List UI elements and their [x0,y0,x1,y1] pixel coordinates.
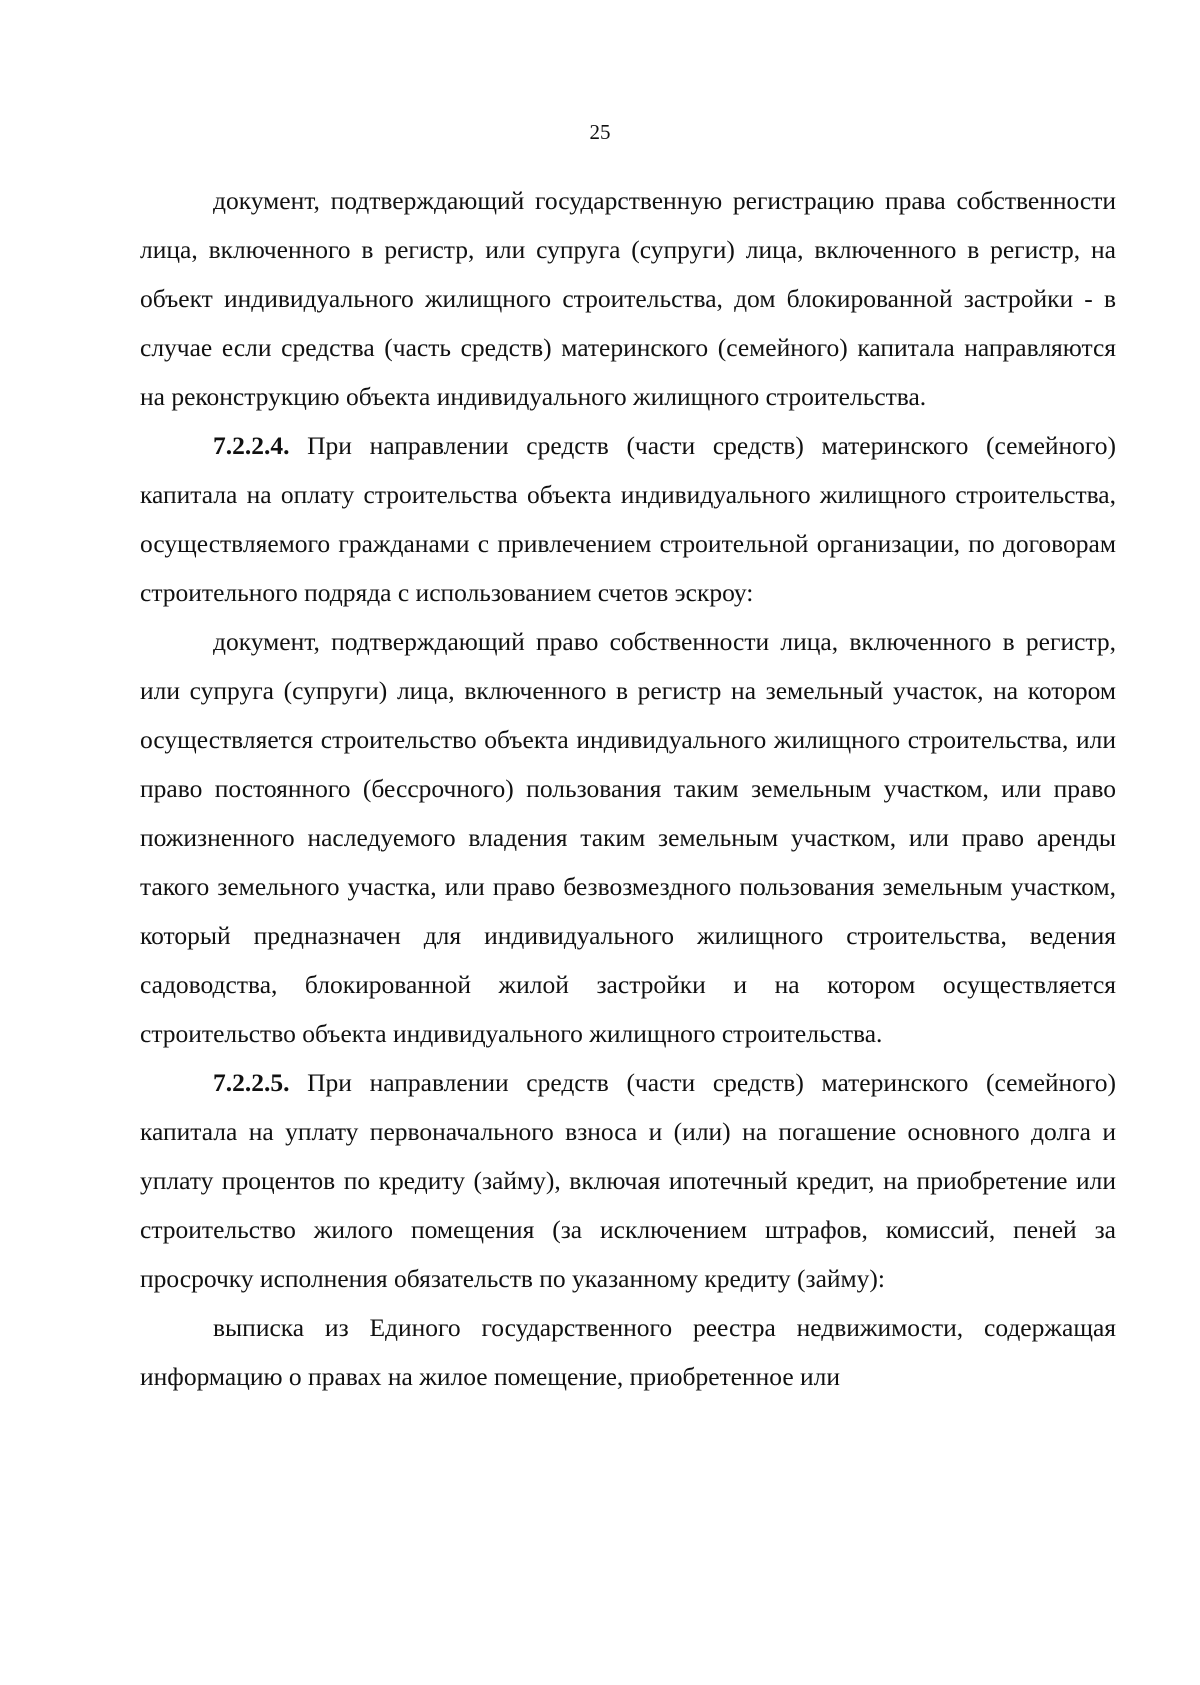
paragraph-text: документ, подтверждающий право собственности лица, включенного в регистр, или супруга (супруги) лица, включенного в регистр на земельный участок, на котором осуществляется строительство объекта индивидуального жилищного строительства, или право постоянного (бессрочного) пользования таким земельным участком, или право пожизненного наследуемого владения таким земельным участком, или право аренды такого земельного участка, или право безвозмездного пользования земельным участком, который предназначен для индивидуального жилищного строительства, ведения садоводства, блокированной жилой застройки и на котором осуществляется строительство объекта индивидуального жилищного строительства. [140,627,1116,1048]
page-number: 25 [589,120,611,144]
paragraph-clause-7-2-2-4 [140,421,1116,617]
document-body [140,176,1116,1401]
clause-number: 7.2.2.4. [213,431,290,460]
paragraph-registry-extract [140,1303,1116,1401]
paragraph-text: документ, подтверждающий государственную регистрацию права собственности лица, включенного в регистр, или супруга (супруги) лица, включенного в регистр, на объект индивидуального жилищного строительства, дом блокированной застройки - в случае если средства (часть средств) материнского (семейного) капитала направляются на реконструкцию объекта индивидуального жилищного строительства. [140,186,1116,411]
clause-number: 7.2.2.5. [213,1068,290,1097]
paragraph-text: выписка из Единого государственного реестра недвижимости, содержащая информацию о правах на жилое помещение, приобретенное или [140,1313,1116,1391]
paragraph-ownership-registration-document [140,176,1116,421]
paragraph-text: При направлении средств (части средств) материнского (семейного) капитала на оплату строительства объекта индивидуального жилищного строительства, осуществляемого гражданами с привлечением строительной организации, по договорам строительного подряда с использованием счетов эскроу: [140,431,1116,607]
paragraph-land-rights-document [140,617,1116,1058]
paragraph-text: При направлении средств (части средств) материнского (семейного) капитала на уплату первоначального взноса и (или) на погашение основного долга и уплату процентов по кредиту (займу), включая ипотечный кредит, на приобретение или строительство жилого помещения (за исключением штрафов, комиссий, пеней за просрочку исполнения обязательств по указанному кредиту (займу): [140,1068,1116,1293]
paragraph-clause-7-2-2-5 [140,1058,1116,1303]
